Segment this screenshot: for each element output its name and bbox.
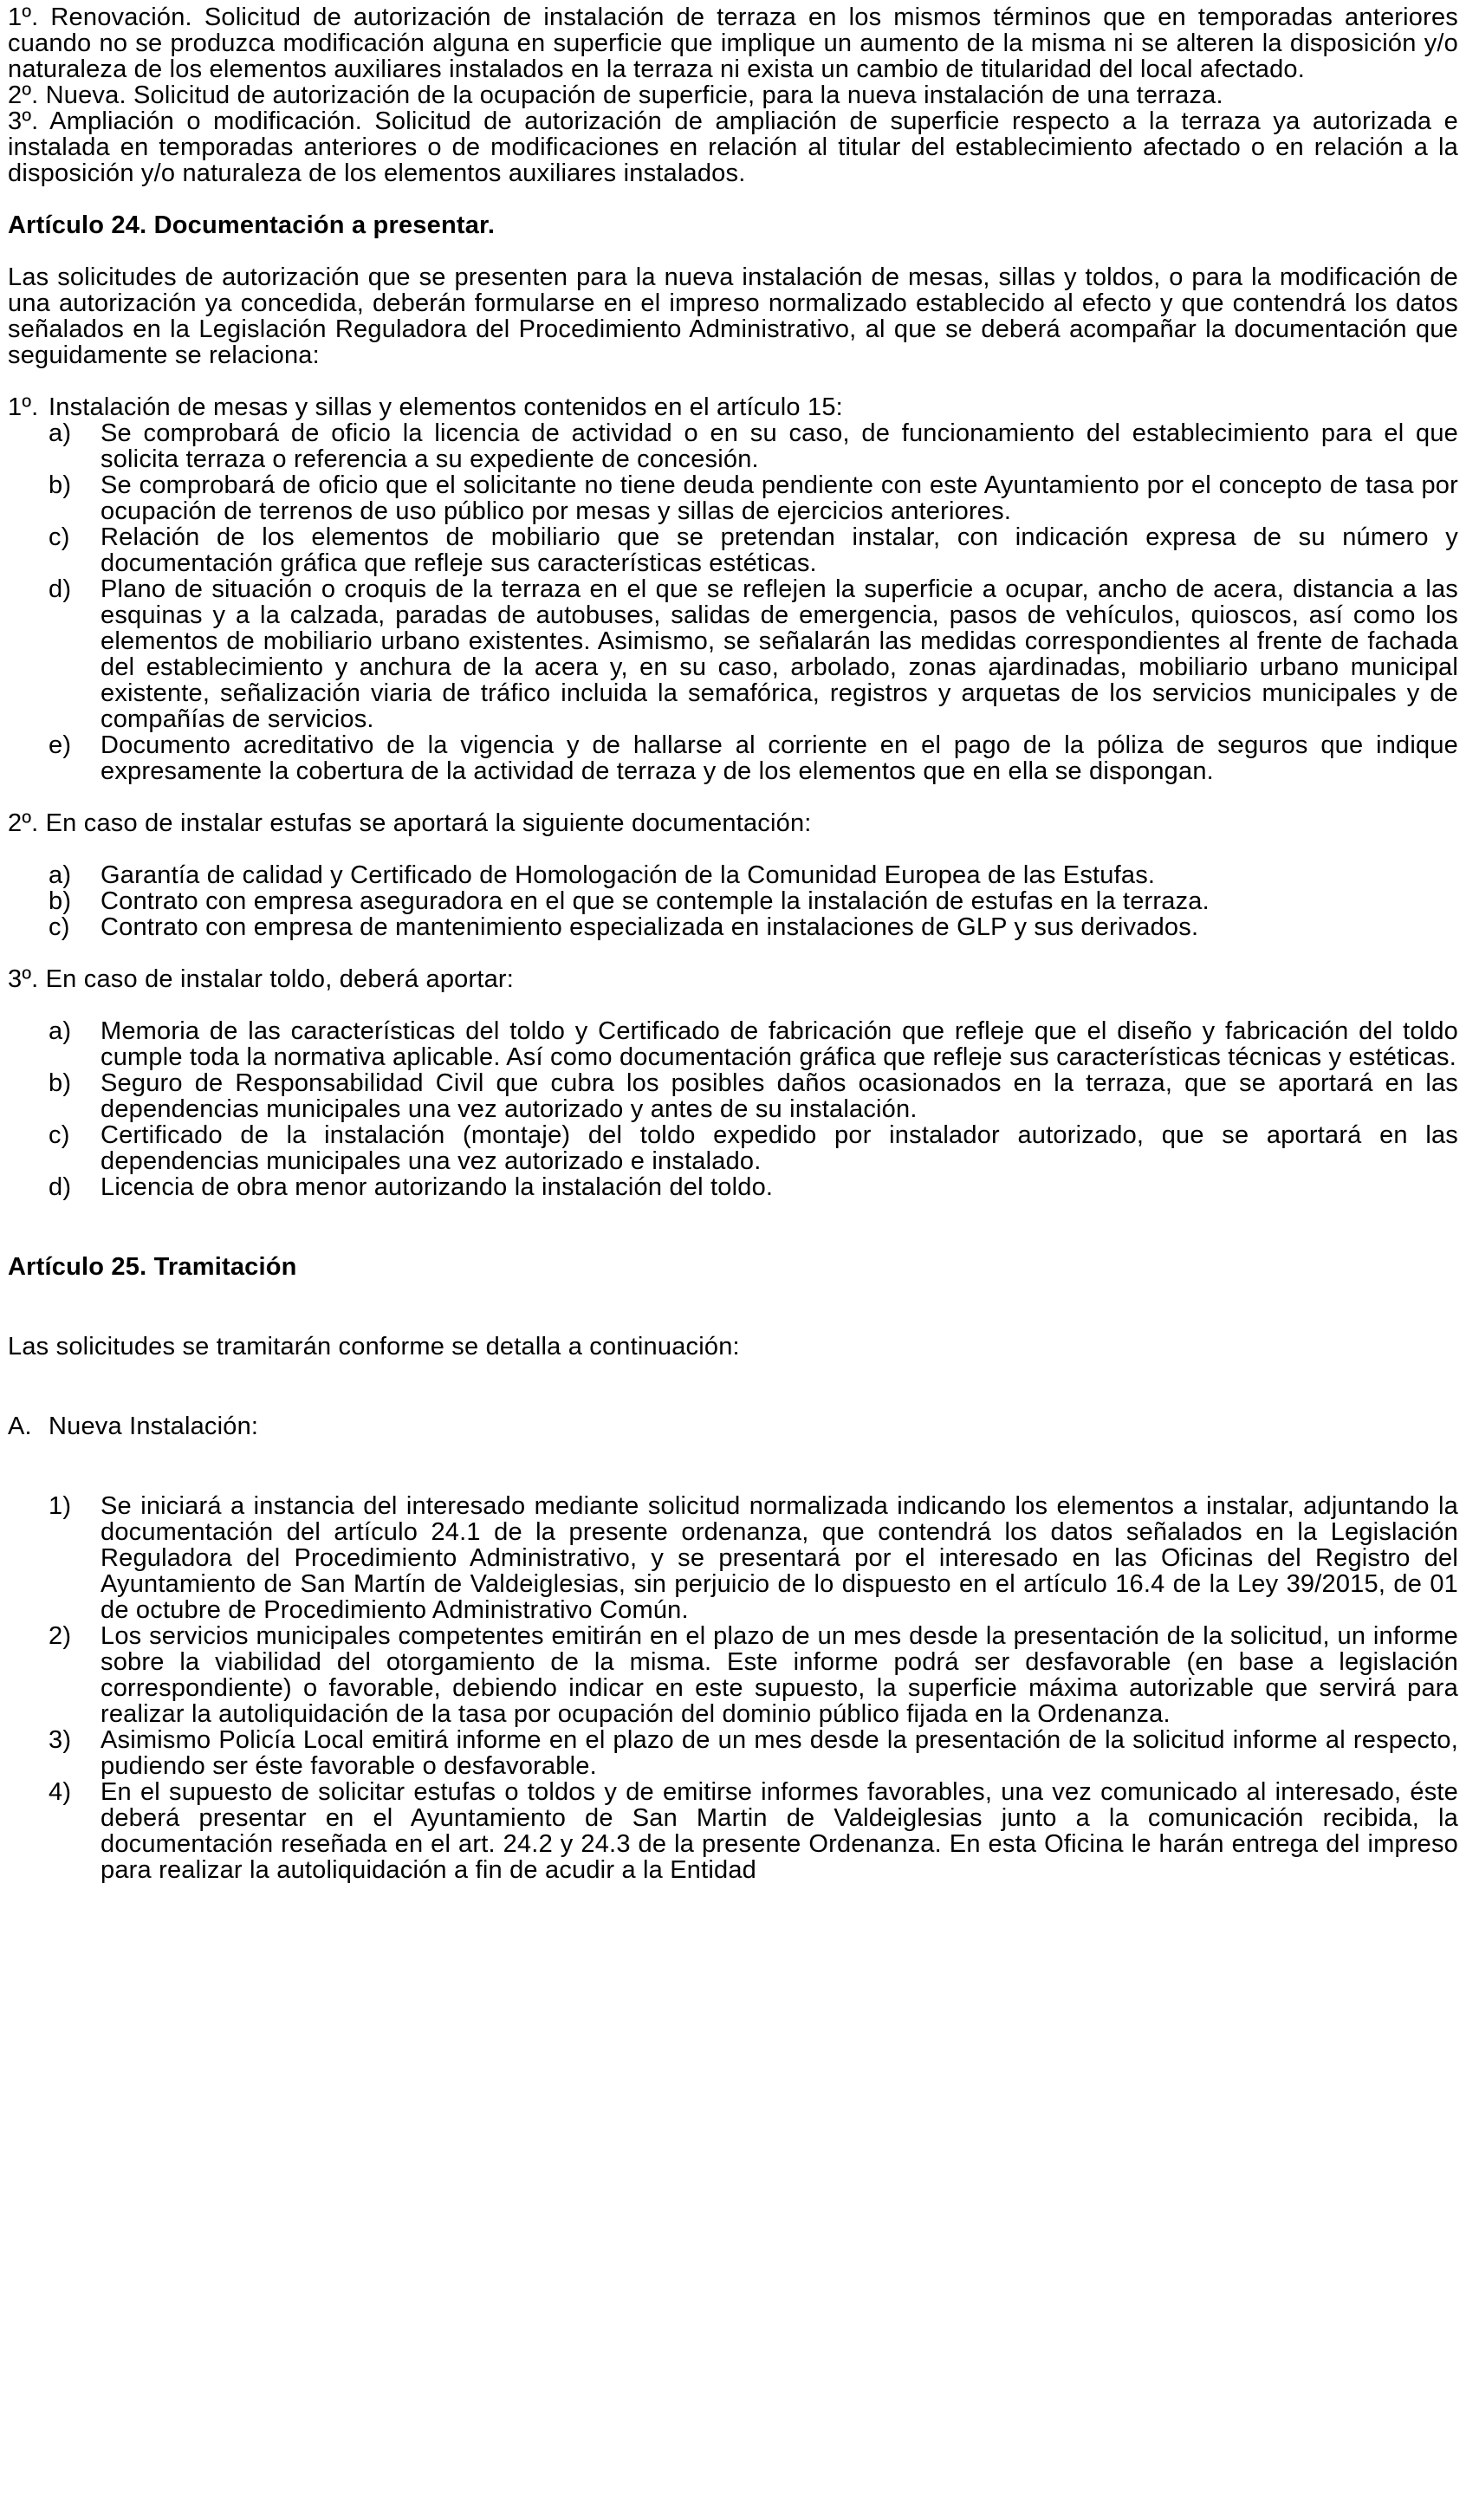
item-label: e) [49, 731, 72, 759]
item-text: Relación de los elementos de mobiliario que se pretendan instalar, con indicación expresa de su número y documentación gráfica que refleje sus características estéticas. [101, 523, 1458, 577]
list-2-items [8, 862, 1458, 940]
item-text: Licencia de obra menor autorizando la instalación del toldo. [101, 1173, 774, 1201]
article-25-heading: Artículo 25. Tramitación [8, 1253, 297, 1281]
section-a-title-line [8, 1413, 1458, 1439]
section-a-label: A. [8, 1413, 32, 1440]
list-item [8, 420, 1458, 472]
item-label: b) [49, 1069, 72, 1097]
list-item [8, 576, 1458, 732]
list-item [8, 888, 1458, 914]
item-label: c) [49, 523, 70, 551]
article-24-intro: Las solicitudes de autorización que se presenten para la nueva instalación de mesas, sillas y toldos, o para la modificación de una autorización ya concedida, deberán formularse en el impreso normalizado establecido al efecto y que contendrá los datos señalados en la Legislación Reguladora del Procedimiento Administrativo, al que se deberá acompañar la documentación que seguidamente se relaciona: [8, 263, 1458, 369]
list-item [8, 1070, 1458, 1122]
list-1-title-line [8, 394, 1458, 420]
item-text: Se comprobará de oficio que el solicitante no tiene deuda pendiente con este Ayuntamiento por el concepto de tasa por ocupación de terrenos de uso público por mesas y sillas de ejercicios anteriores. [101, 471, 1458, 525]
item-text: Se comprobará de oficio la licencia de actividad o en su caso, de funcionamiento del establecimiento para el que solicita terraza o referencia a su expediente de concesión. [101, 419, 1458, 473]
item-label: d) [49, 1173, 72, 1201]
item-label: 2) [49, 1622, 72, 1650]
list-item [8, 524, 1458, 576]
list-item [8, 1174, 1458, 1200]
list-item [8, 862, 1458, 888]
section-a-title: Nueva Instalación: [49, 1413, 259, 1440]
article-24-heading: Artículo 24. Documentación a presentar. [8, 211, 496, 239]
item-text: Garantía de calidad y Certificado de Homologación de la Comunidad Europea de las Estufas. [101, 861, 1156, 889]
item-label: a) [49, 1017, 72, 1045]
list-item [8, 1018, 1458, 1070]
list-item [8, 914, 1458, 940]
list-1-ordinal: 1º. [8, 393, 39, 421]
list-1-items [8, 420, 1458, 784]
item-label: c) [49, 1121, 70, 1149]
list-3-title: 3º. En caso de instalar toldo, deberá aportar: [8, 965, 515, 993]
item-text: Memoria de las características del toldo y Certificado de fabricación que refleje que el diseño y fabricación del toldo cumple toda la normativa aplicable. Así como documentación gráfica que refleje sus características técnicas y estéticas. [101, 1017, 1458, 1071]
item-text: Asimismo Policía Local emitirá informe en el plazo de un mes desde la presentación de la solicitud informe al respecto, pudiendo ser éste favorable o desfavorable. [101, 1726, 1458, 1780]
item-text: Seguro de Responsabilidad Civil que cubra los posibles daños ocasionados en la terraza, que se aportará en las dependencias municipales una vez autorizado y antes de su instalación. [101, 1069, 1458, 1123]
list-1-title: Instalación de mesas y sillas y elementos contenidos en el artículo 15: [49, 393, 843, 421]
item-text: Certificado de la instalación (montaje) del toldo expedido por instalador autorizado, que se aportará en las dependencias municipales una vez autorizado e instalado. [101, 1121, 1458, 1175]
item-label: 3) [49, 1726, 72, 1754]
procedure-item [8, 1727, 1458, 1779]
item-text: Contrato con empresa de mantenimiento especializada en instalaciones de GLP y sus derivados. [101, 913, 1199, 941]
item-label: 1) [49, 1492, 72, 1520]
procedure-item [8, 1623, 1458, 1727]
item-label: a) [49, 861, 72, 889]
item-text: Documento acreditativo de la vigencia y de hallarse al corriente en el pago de la póliza de seguros que indique expresamente la cobertura de la actividad de terraza y de los elementos que en ella se dispongan. [101, 731, 1458, 785]
item-label: c) [49, 913, 70, 941]
item-text: Contrato con empresa aseguradora en el que se contemple la instalación de estufas en la terraza. [101, 887, 1210, 915]
item-text: Se iniciará a instancia del interesado mediante solicitud normalizada indicando los elementos a instalar, adjuntando la documentación del artículo 24.1 de la presente ordenanza, que contendrá los datos señalados en la Legislación Reguladora del Procedimiento Administrativo, y se presentará por el interesado en las Oficinas del Registro del Ayuntamiento de San Martín de Valdeiglesias, sin perjuicio de lo dispuesto en el artículo 16.4 de la Ley 39/2015, de 01 de octubre de Procedimiento Administrativo Común. [101, 1492, 1458, 1624]
item-text: Los servicios municipales competentes emitirán en el plazo de un mes desde la presentación de la solicitud, un informe sobre la viabilidad del otorgamiento de la misma. Este informe podrá ser desfavorable (en base a legislación correspondiente) o favorable, debiendo indicar en este supuesto, la superficie máxima autorizable que servirá para realizar la autoliquidación de la tasa por ocupación del dominio público fijada en la Ordenanza. [101, 1622, 1458, 1728]
item-label: a) [49, 419, 72, 447]
item-label: 4) [49, 1778, 72, 1806]
item-label: d) [49, 575, 72, 603]
section-a-items [8, 1493, 1458, 1883]
intro-paragraph-renovacion: 1º. Renovación. Solicitud de autorización de instalación de terraza en los mismos términos que en temporadas anteriores cuando no se produzca modificación alguna en superficie que implique un aumento de la misma ni se alteren la disposición y/o naturaleza de los elementos auxiliares instalados en la terraza ni exista un cambio de titularidad del local afectado. [8, 3, 1458, 83]
procedure-item [8, 1493, 1458, 1623]
list-item [8, 472, 1458, 524]
item-label: b) [49, 471, 72, 499]
item-text: En el supuesto de solicitar estufas o toldos y de emitirse informes favorables, una vez comunicado al interesado, éste deberá presentar en el Ayuntamiento de San Martin de Valdeiglesias junto a la comunicación recibida, la documentación reseñada en el art. 24.2 y 24.3 de la presente Ordenanza. En esta Oficina le harán entrega del impreso para realizar la autoliquidación a fin de acudir a la Entidad [101, 1778, 1458, 1884]
list-item [8, 1122, 1458, 1174]
item-label: b) [49, 887, 72, 915]
intro-paragraph-ampliacion: 3º. Ampliación o modificación. Solicitud de autorización de ampliación de superficie respecto a la terraza ya autorizada e instalada en temporadas anteriores o de modificaciones en relación al titular del establecimiento afectado o en relación a la disposición y/o naturaleza de los elementos auxiliares instalados. [8, 107, 1458, 187]
procedure-item [8, 1779, 1458, 1883]
list-3-items [8, 1018, 1458, 1200]
list-2-title: 2º. En caso de instalar estufas se aportará la siguiente documentación: [8, 809, 812, 837]
article-25-intro: Las solicitudes se tramitarán conforme se detalla a continuación: [8, 1333, 740, 1361]
intro-paragraph-nueva: 2º. Nueva. Solicitud de autorización de la ocupación de superficie, para la nueva instalación de una terraza. [8, 81, 1223, 109]
item-text: Plano de situación o croquis de la terraza en el que se reflejen la superficie a ocupar, ancho de acera, distancia a las esquinas y a la calzada, paradas de autobuses, salidas de emergencia, pasos de vehículos, quioscos, así como los elementos de mobiliario urbano existentes. Asimismo, se señalarán las medidas correspondientes al frente de fachada del establecimiento y anchura de la acera y, en su caso, arbolado, zonas ajardinadas, mobiliario urbano municipal existente, señalización viaria de tráfico incluida la semafórica, registros y arquetas de los servicios municipales y de compañías de servicios. [101, 575, 1458, 733]
list-item [8, 732, 1458, 784]
